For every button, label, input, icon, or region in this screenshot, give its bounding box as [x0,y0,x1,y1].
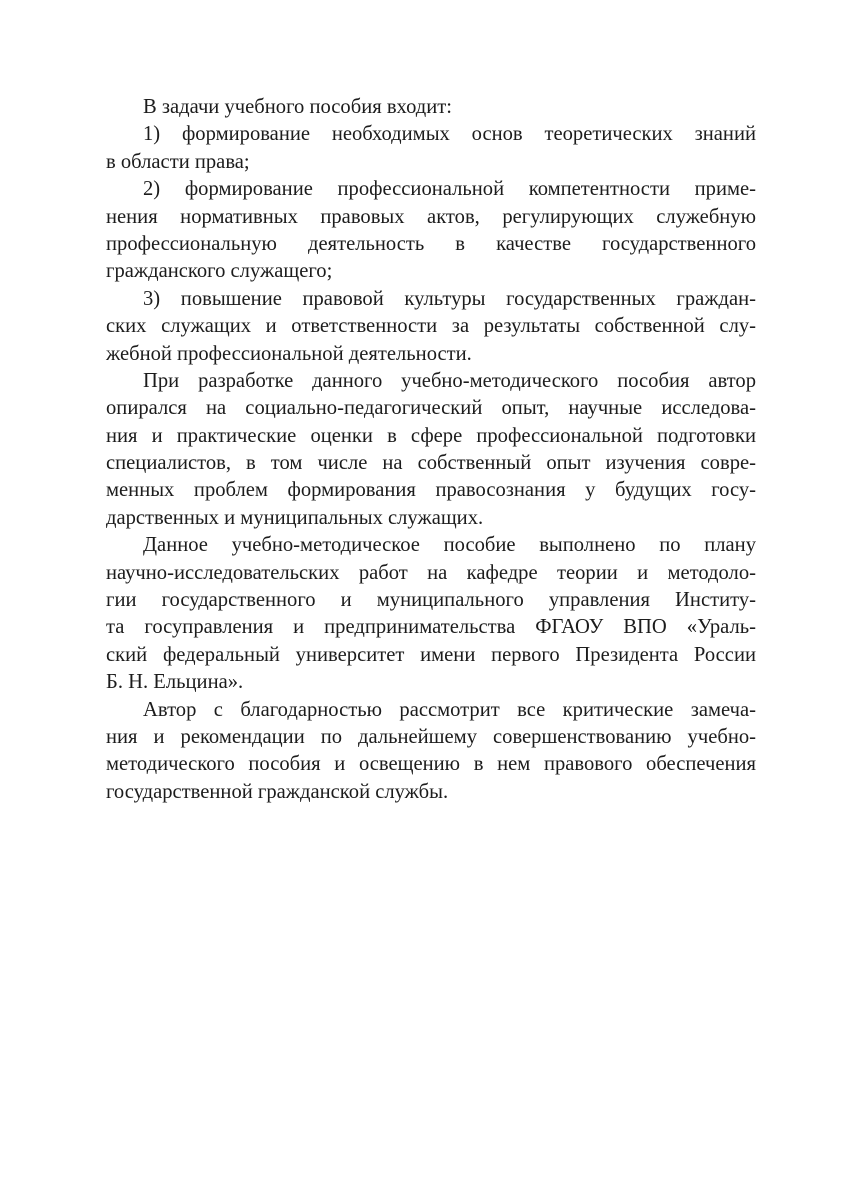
text-line: жебной профессиональной деятельности. [106,342,472,365]
text-line: специалистов, в том числе на собственный опыт изучения совре- [106,452,756,475]
text-line: та госуправления и предпринимательства ФГАОУ ВПО «Ураль- [106,616,756,639]
text-line: гии государственного и муниципального управления Институ- [106,589,756,612]
document-body [106,94,756,806]
text-line: Б. Н. Ельцина». [106,671,244,694]
text-line: нения нормативных правовых актов, регулирующих служебную [106,205,756,228]
paragraph-acknowledgement [106,697,756,807]
text-line: ских служащих и ответственности за результаты собственной слу- [106,315,756,338]
text-line: 2) формирование профессиональной компетентности приме- [143,178,756,201]
text-line: При разработке данного учебно-методического пособия автор [143,369,756,392]
text-line: научно-исследовательских работ на кафедре теории и методоло- [106,561,756,584]
text-line: в области права; [106,150,250,173]
paragraph-author-basis [106,368,756,532]
text-line: государственной гражданской службы. [106,780,449,803]
text-line: профессиональную деятельность в качестве государственного [106,232,756,255]
text-line: менных проблем формирования правосознания у будущих госу- [106,479,756,502]
text-line: В задачи учебного пособия входит: [143,96,452,118]
paragraph-item-1 [106,121,756,176]
text-line: опирался на социально-педагогический опыт, научные исследова- [106,397,756,420]
text-line: методического пособия и освещению в нем правового обеспечения [106,753,756,776]
text-line: ский федеральный университет имени первого Президента России [106,643,756,666]
text-line: Данное учебно-методическое пособие выполнено по плану [143,534,756,557]
text-line: Автор с благодарностью рассмотрит все критические замеча- [143,698,756,721]
paragraph-intro [106,94,756,121]
paragraph-item-2 [106,176,756,286]
paragraph-item-3 [106,286,756,368]
paragraph-research-plan [106,532,756,696]
text-line: ния и рекомендации по дальнейшему совершенствованию учебно- [106,725,756,748]
text-line: 3) повышение правовой культуры государственных граждан- [143,287,756,310]
text-line: гражданского служащего; [106,260,333,283]
text-line: дарственных и муниципальных служащих. [106,506,484,529]
text-line: 1) формирование необходимых основ теоретических знаний [143,123,756,146]
text-line: ния и практические оценки в сфере профессиональной подготовки [106,424,756,447]
